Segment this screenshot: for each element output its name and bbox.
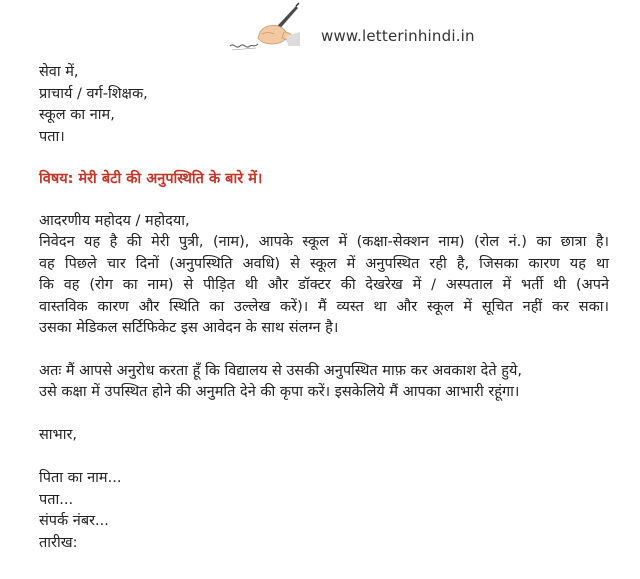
paragraph-2 — [39, 361, 609, 404]
address-line: प्राचार्य / वर्ग-शिक्षक, — [39, 85, 148, 102]
address-line: सेवा में, — [39, 64, 79, 80]
address-line: पता। — [39, 128, 65, 145]
letter-subject: विषय: मेरी बेटी की अनुपस्थिति के बारे में। — [39, 171, 263, 187]
sender-address: पता... — [39, 491, 74, 508]
page-header — [0, 0, 640, 60]
paragraph-line: अतः मैं आपसे अनुरोध करता हूँ कि विद्यालय से उसकी अनुपस्थित माफ़ कर अवकाश देते हुये, — [39, 362, 522, 379]
paragraph-line: उसका मेडिकल सर्टिफिकेट इस आवेदन के साथ संलग्न है। — [39, 320, 339, 336]
paragraph-line: उसे कक्षा में उपस्थित होने की अनुमति देने की कृपा करें। इसकेलिये मैं आपका आभारी रहूंगा। — [39, 384, 520, 400]
paragraph-line: निवेदन यह है की मेरी पुत्री, (नाम), आपके स्कूल में (कक्षा-सेक्शन नाम) (रोल नं.) का छात्रा है। — [39, 234, 609, 250]
address-line: स्कूल का नाम, — [39, 107, 115, 123]
site-url[interactable]: www.letterinhindi.in — [321, 27, 475, 45]
sender-father-name: पिता का नाम... — [39, 470, 122, 486]
recipient-address — [39, 62, 609, 148]
sender-details — [39, 468, 609, 554]
salutation: आदरणीय महोदय / महोदया, — [39, 212, 190, 229]
paragraph-line: वह पिछले चार दिनों (अनुपस्थिति अवधि) से स्कूल में अनुपस्थित रही है, जिसका कारण यह था — [39, 255, 609, 272]
paragraph-1 — [39, 232, 609, 340]
sender-date: तारीख: — [39, 534, 78, 551]
letter-body — [39, 62, 609, 554]
hand-writing-pen-icon — [226, 2, 300, 56]
paragraph-line: कि वह (रोग का नाम) से पीड़ित थी और डॉक्टर की देखरेख में / अस्पताल में भर्ती थी (अपने — [39, 277, 609, 293]
sender-contact: संपर्क नंबर... — [39, 513, 109, 529]
closing-thanks: साभार, — [39, 426, 78, 443]
paragraph-line: वास्तविक कारण और स्थिति का उल्लेख करें)। मैं व्यस्त था और स्कूल में सूचित नहीं कर सका। — [39, 298, 609, 315]
